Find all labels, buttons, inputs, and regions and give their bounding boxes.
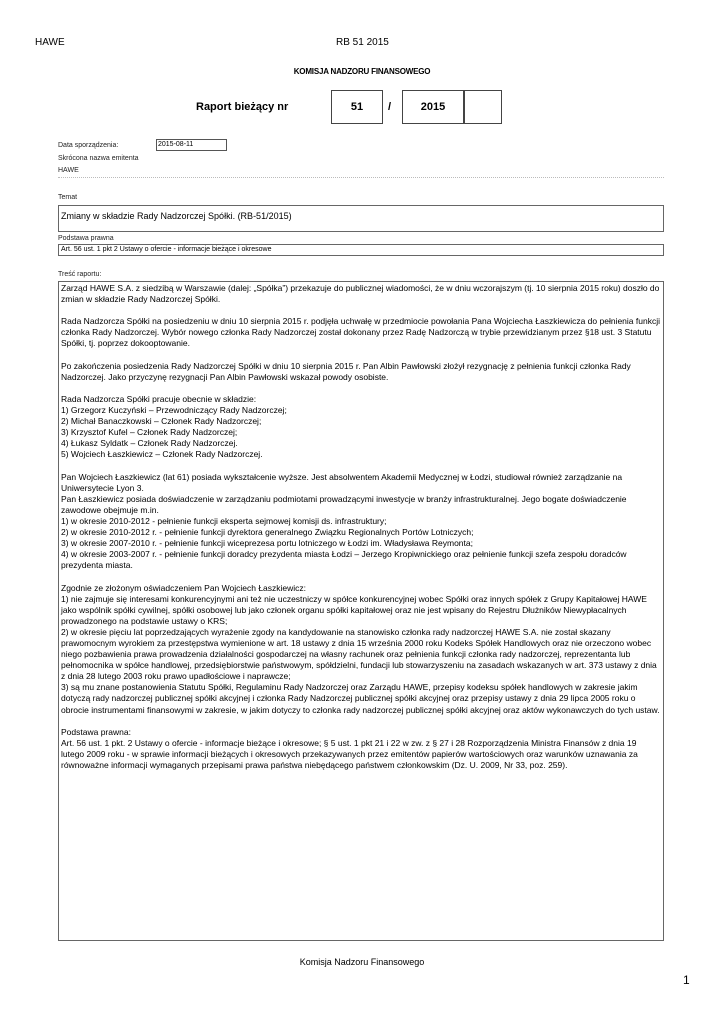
content-paragraph: Pan Wojciech Łaszkiewicz (lat 61) posiada wykształcenie wyższe. Jest absolwentem Akademii Medycznej w Łodzi, studiował również zarządzanie na Uniwersytecie Lyon 3. Pan Łaszkiewicz posiada doświadczenie w zarządzaniu podmiotami prowadzącymi inwestycje w branży infrastrukturalnej. Jego bogate doświadczenie zawodowe obejmuje m.in. 1) w okresie 2010-2012 - pełnienie funkcji eksperta sejmowej komisji ds. infrastruktury; 2) w okresie 2010-2012 r. - pełnienie funkcji dyrektora generalnego Związku Regionalnych Portów Lotniczych; 3) w okresie 2007-2010 r. - pełnienie funkcji wiceprezesa portu lotniczego w Łodzi im. Władysława Reymonta; 4) w okresie 2003-2007 r. - pełnienie funkcji doradcy prezydenta miasta Łodzi – Jerzego Kropiwnickiego oraz pełnienie funkcji szefa zespołu doradców prezydenta miasta. [61,471,627,571]
issuer-label: Skrócona nazwa emitenta [58,155,139,162]
page-number: 1 [683,973,690,987]
subject-value: Zmiany w składzie Rady Nadzorczej Spółki. (RB-51/2015) [58,205,664,232]
content-label: Treść raportu: [58,271,102,278]
commission-title: KOMISJA NADZORU FINANSOWEGO [293,67,431,76]
date-label: Data sporządzenia: [58,142,119,149]
report-year: 2015 [420,101,446,113]
report-number-separator: / [388,101,392,113]
legal-basis-value: Art. 56 ust. 1 pkt 2 Ustawy o ofercie - informacje bieżące i okresowe [58,244,664,256]
content-paragraph: Zgodnie ze złożonym oświadczeniem Pan Wojciech Łaszkiewicz: 1) nie zajmuje się interesami konkurencyjnymi ani też nie uczestniczy w spółce konkurencyjnej wobec Spółki oraz innych spółek z Grupy Kapitałowej HAWE jako wspólnik spółki cywilnej, spółki osobowej lub jako członek organu spółki kapitałowej oraz nie jest wpisany do Rejestru Dłużników Niewypłacalnych prowadzonego na podstawie ustawy o KRS; 2) w okresie pięciu lat poprzedzających wyrażenie zgody na kandydowanie na stanowisko członka rady nadzorczej HAWE S.A. nie został skazany prawomocnym wyrokiem za przestępstwa wymienione w art. 18 ustawy z dnia 15 września 2000 roku Kodeks Spółek Handlowych oraz nie orzeczono wobec niego pozbawienia prawa prowadzenia działalności gospodarczej na własny rachunek oraz pełnienia funkcji członka rady nadzorczej, reprezentanta lub pełnomocnika w spółce handlowej, przedsiębiorstwie państwowym, spółdzielni, fundacji lub stowarzyszeniu na zasadach wskazanych w art. 373 ustawy z dnia z dnia 28 lutego 2003 roku prawo upadłościowe i naprawcze; 3) są mu znane postanowienia Statutu Spółki, Regulaminu Rady Nadzorczej oraz Zarządu HAWE, przepisy kodeksu spółek handlowych w zakresie jakim dotyczą rady nadzorczej publicznej spółki akcyjnej i członka Rady Nadzorczej publicznej spółki akcyjnej oraz przepisy ustawy z dnia 29 lipca 2005 roku o obrocie instrumentami finansowymi w zakresie, w jakim dotyczy to członka rady nadzorczej publicznej spółki akcyjnej oraz aktów wykonawczych do tych ustaw. [61,582,660,715]
report-extra-box [464,90,502,124]
date-value: 2015-08-11 [156,139,227,151]
content-paragraph: Podstawa prawna: Art. 56 ust. 1 pkt. 2 Ustawy o ofercie - informacje bieżące i okresowe; § 5 ust. 1 pkt 21 i 22 w zw. z § 27 i 28 Rozporządzenia Ministra Finansów z dnia 19 lutego 2009 roku - w sprawie informacji bieżących i okresowych przekazywanych przez emitentów papierów wartościowych oraz warunków uznawania za równoważne informacji wymaganych przepisami prawa państwa niebędącego państwem członkowskim (Dz. U. 2009, Nr 33, poz. 259). [61,726,638,771]
report-number: 51 [350,101,364,113]
content-paragraph: Rada Nadzorcza Spółki pracuje obecnie w składzie: 1) Grzegorz Kuczyński – Przewodniczący Rady Nadzorczej; 2) Michał Banaczkowski – Członek Rady Nadzorczej; 3) Krzysztof Kufel – Członek Rady Nadzorczej; 4) Łukasz Syldatk – Członek Rady Nadzorczej. 5) Wojciech Łaszkiewicz – Członek Rady Nadzorczej. [61,393,287,460]
header-report-code: RB 51 2015 [336,37,389,48]
subject-label: Temat [58,194,78,201]
report-content [58,281,664,941]
report-number-box [331,90,383,124]
divider [58,177,664,178]
content-paragraph: Zarząd HAWE S.A. z siedzibą w Warszawie (dalej: „Spółka”) przekazuje do publicznej wiadomości, że w dniu wczorajszym (tj. 10 sierpnia 2015 roku) doszło do zmian w składzie Rady Nadzorczej Spółki. [61,283,660,305]
report-title: Raport bieżący nr [196,101,289,113]
footer-commission: Komisja Nadzoru Finansowego [299,957,425,967]
report-year-box [402,90,464,124]
content-paragraph: Po zakończenia posiedzenia Rady Nadzorczej Spółki w dniu 10 sierpnia 2015 r. Pan Albin Pawłowski złożył rezygnację z pełnienia funkcji członka Rady Nadzorczej. Jako przyczynę rezygnacji Pan Albin Pawłowski wskazał powody osobiste. [61,360,631,382]
legal-basis-label: Podstawa prawna [58,235,114,242]
issuer-value: HAWE [58,167,79,174]
header-issuer: HAWE [35,37,65,48]
content-paragraph: Rada Nadzorcza Spółki na posiedzeniu w dniu 10 sierpnia 2015 r. podjęła uchwałę w przedmiocie powołania Pana Wojciecha Łaszkiewicza do pełnienia funkcji członka Rady Nadzorczej. Wybór nowego członka Rady Nadzorczej został dokonany przez Radę Nadzorczą w trybie przewidzianym przez §18 ust. 3 Statutu Spółki, tj. poprzez dokooptowanie. [61,316,660,349]
